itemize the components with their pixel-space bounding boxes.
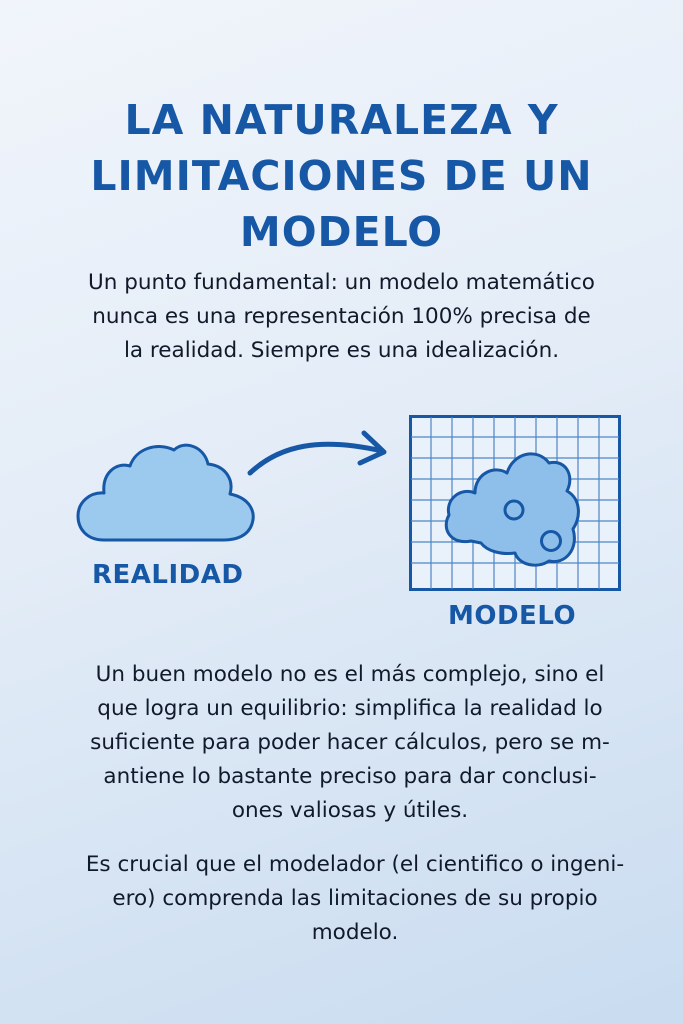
balance-line-1: Un buen modelo no es el más complejo, sino el xyxy=(95,662,605,687)
balance-paragraph xyxy=(80,658,620,828)
reality-label: REALIDAD xyxy=(92,560,244,590)
cloud-icon xyxy=(74,440,260,545)
closing-line-3: modelo. xyxy=(311,920,399,945)
page-title xyxy=(40,92,643,260)
closing-line-1: Es crucial que el modelador (el cientifico o ingeni- xyxy=(85,852,625,877)
model-label: MODELO xyxy=(448,601,577,631)
intro-line-1: Un punto fundamental: un modelo matemático xyxy=(88,270,595,295)
balance-line-3: suficiente para poder hacer cálculos, pero se m- xyxy=(90,730,610,755)
balance-line-2: que logra un equilibrio: simplifica la realidad lo xyxy=(97,696,603,721)
grid-cloud-icon xyxy=(409,415,621,591)
title-line-2: LIMITACIONES DE UN xyxy=(90,152,593,200)
title-line-1: LA NATURALEZA Y xyxy=(124,96,559,144)
closing-paragraph xyxy=(80,848,630,950)
intro-paragraph xyxy=(55,266,628,368)
closing-line-2: ero) comprenda las limitaciones de su propio xyxy=(112,886,598,911)
intro-line-2: nunca es una representación 100% precisa de xyxy=(92,304,591,329)
title-line-3: MODELO xyxy=(239,208,444,256)
intro-line-3: la realidad. Siempre es una idealización. xyxy=(123,338,560,363)
arrow-right-icon xyxy=(240,425,400,485)
balance-line-4: antiene lo bastante preciso para dar conclusi- xyxy=(103,764,597,789)
balance-line-5: ones valiosas y útiles. xyxy=(231,798,469,823)
